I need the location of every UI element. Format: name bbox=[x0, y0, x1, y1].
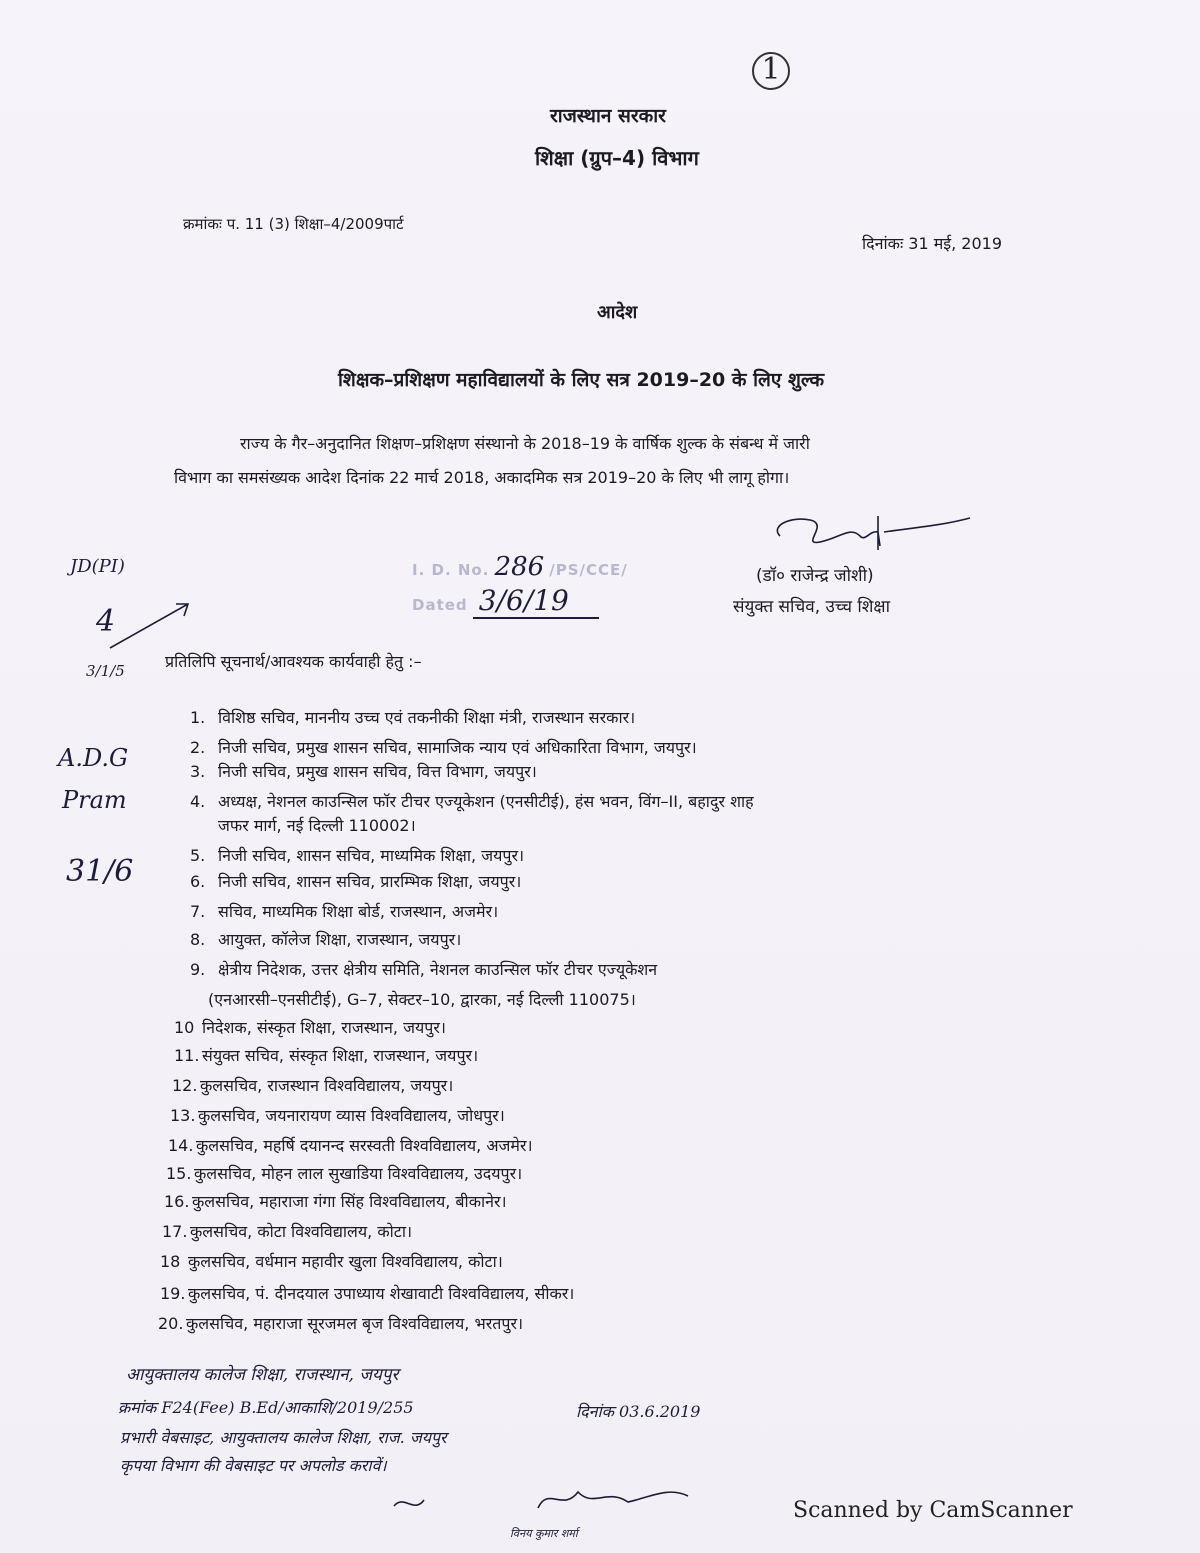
endorsement-line-2: क्रमांक F24(Fee) B.Ed/आकाशि/2019/255 bbox=[118, 1398, 414, 1417]
endorsement-signature-scribble bbox=[388, 1478, 718, 1528]
list-item: 3. निजी सचिव, प्रमुख शासन सचिव, वित्त विभाग, जयपुर। bbox=[190, 762, 537, 781]
endorsement-line-3: प्रभारी वेबसाइट, आयुक्तालय कालेज शिक्षा, राज. जयपुर bbox=[120, 1428, 447, 1447]
department-title: शिक्षा (ग्रुप–4) विभाग bbox=[535, 146, 699, 170]
list-item: 10 निदेशक, संस्कृत शिक्षा, राजस्थान, जयपुर। bbox=[174, 1018, 446, 1037]
body-line-1: राज्य के गैर–अनुदानित शिक्षण–प्रशिक्षण संस्थानो के 2018–19 के वार्षिक शुल्क के संबन्ध में जारी bbox=[240, 434, 810, 453]
stamp-dated-label: Dated bbox=[412, 596, 468, 614]
list-item: 6. निजी सचिव, शासन सचिव, प्रारम्भिक शिक्षा, जयपुर। bbox=[190, 872, 522, 891]
list-item: 7. सचिव, माध्यमिक शिक्षा बोर्ड, राजस्थान, अजमेर। bbox=[190, 902, 499, 921]
margin-note-1: 4 bbox=[96, 604, 116, 639]
list-item: 17. कुलसचिव, कोटा विश्वविद्यालय, कोटा। bbox=[162, 1222, 413, 1241]
government-title: राजस्थान सरकार bbox=[550, 105, 666, 127]
margin-note-2: A.D.G bbox=[58, 744, 129, 772]
receipt-stamp-date bbox=[412, 584, 599, 617]
stamp-no-suffix: /PS/CCE/ bbox=[549, 561, 628, 579]
list-item: 5. निजी सचिव, शासन सचिव, माध्यमिक शिक्षा, जयपुर। bbox=[190, 846, 525, 865]
endorsement-signer-name: विनय कुमार शर्मा bbox=[510, 1527, 578, 1540]
list-item: 4. अध्यक्ष, नेशनल काउन्सिल फॉर टीचर एज्यूकेशन (एनसीटीई), हंस भवन, विंग–II, बहादुर शाह bbox=[190, 792, 754, 811]
list-item: 19. कुलसचिव, पं. दीनदयाल उपाध्याय शेखावाटी विश्वविद्यालय, सीकर। bbox=[160, 1284, 575, 1303]
list-item-continued: (एनआरसी–एनसीटीई), G–7, सेक्टर–10, द्वारका, नई दिल्ली 110075। bbox=[208, 990, 636, 1009]
order-heading: आदेश bbox=[597, 302, 638, 323]
list-item: 2. निजी सचिव, प्रमुख शासन सचिव, सामाजिक न्याय एवं अधिकारिता विभाग, जयपुर। bbox=[190, 738, 697, 757]
signatory-designation: संयुक्त सचिव, उच्च शिक्षा bbox=[733, 597, 890, 617]
stamp-number: 286 bbox=[494, 552, 545, 582]
order-subject: शिक्षक–प्रशिक्षण महाविद्यालयों के लिए सत्र 2019–20 के लिए शुल्क bbox=[338, 369, 825, 391]
list-item-continued: जफर मार्ग, नई दिल्ली 110002। bbox=[218, 816, 416, 835]
list-item: 13. कुलसचिव, जयनारायण व्यास विश्वविद्यालय, जोधपुर। bbox=[170, 1106, 505, 1125]
stamp-no-label: I. D. No. bbox=[412, 561, 490, 579]
body-line-2: विभाग का समसंख्यक आदेश दिनांक 22 मार्च 2018, अकादमिक सत्र 2019–20 के लिए भी लागू होगा। bbox=[174, 468, 790, 487]
signatory-name: (डॉ० राजेन्द्र जोशी) bbox=[756, 566, 874, 586]
endorsement-line-1: आयुक्तालय कालेज शिक्षा, राजस्थान, जयपुर bbox=[126, 1365, 399, 1385]
list-item: 20. कुलसचिव, महाराजा सूरजमल बृज विश्वविद्यालय, भरतपुर। bbox=[158, 1314, 524, 1333]
margin-note-1-date: 3/1/5 bbox=[86, 662, 125, 680]
reference-number: क्रमांकः प. 11 (3) शिक्षा–4/2009पार्ट bbox=[183, 215, 404, 233]
list-item: 9. क्षेत्रीय निदेशक, उत्तर क्षेत्रीय समिति, नेशनल काउन्सिल फॉर टीचर एज्यूकेशन bbox=[190, 960, 658, 979]
list-item: 11. संयुक्त सचिव, संस्कृत शिक्षा, राजस्थान, जयपुर। bbox=[174, 1046, 479, 1065]
forward-arrow-mark bbox=[100, 596, 200, 656]
list-item: 12. कुलसचिव, राजस्थान विश्वविद्यालय, जयपुर। bbox=[172, 1076, 454, 1095]
margin-note-3: Pram bbox=[62, 786, 127, 814]
signature-scribble bbox=[760, 506, 980, 566]
list-item: 1. विशिष्ठ सचिव, माननीय उच्च एवं तकनीकी शिक्षा मंत्री, राजस्थान सरकार। bbox=[190, 708, 636, 727]
list-item: 14. कुलसचिव, महर्षि दयानन्द सरस्वती विश्वविद्यालय, अजमेर। bbox=[168, 1136, 533, 1155]
list-item: 15. कुलसचिव, मोहन लाल सुखाडिया विश्वविद्यालय, उदयपुर। bbox=[166, 1164, 523, 1183]
order-date: दिनांकः 31 मई, 2019 bbox=[862, 234, 1003, 253]
margin-note-4: 31/6 bbox=[66, 854, 134, 889]
list-item: 8. आयुक्त, कॉलेज शिक्षा, राजस्थान, जयपुर। bbox=[190, 930, 462, 949]
stamp-dated-value: 3/6/19 bbox=[473, 584, 599, 619]
page-number: 1 bbox=[752, 52, 790, 90]
scanner-watermark: Scanned by CamScanner bbox=[793, 1498, 1073, 1523]
copy-heading: प्रतिलिपि सूचनार्थ/आवश्यक कार्यवाही हेतु :– bbox=[165, 652, 422, 671]
list-item: 18 कुलसचिव, वर्धमान महावीर खुला विश्वविद्यालय, कोटा। bbox=[160, 1252, 503, 1271]
endorsement-date: दिनांक 03.6.2019 bbox=[576, 1402, 701, 1421]
receipt-stamp bbox=[412, 552, 628, 582]
endorsement-line-4: कृपया विभाग की वेबसाइट पर अपलोड करावें। bbox=[120, 1456, 387, 1475]
margin-note-jd: JD(PI) bbox=[70, 556, 125, 577]
list-item: 16. कुलसचिव, महाराजा गंगा सिंह विश्वविद्यालय, बीकानेर। bbox=[164, 1192, 507, 1211]
